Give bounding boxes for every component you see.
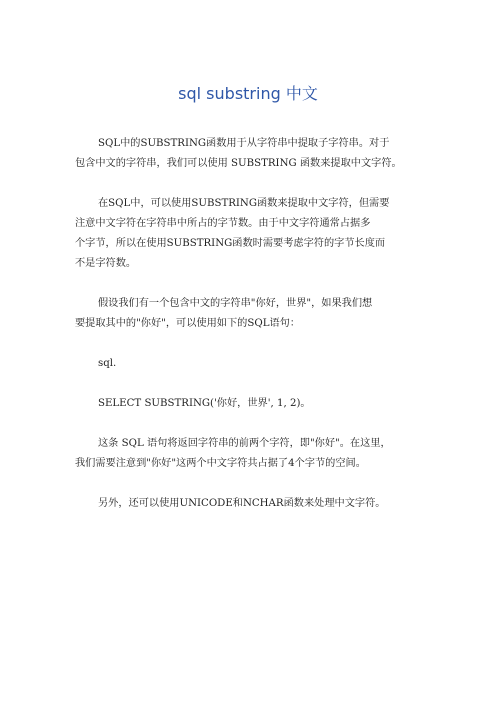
paragraph-7-line-1: 另外，还可以使用UNICODE和NCHAR函数来处理中文字符。: [98, 498, 386, 509]
paragraph-2-line-4: 不是字符数。: [75, 258, 137, 269]
sql-statement: SELECT SUBSTRING('你好，世界', 1, 2)。: [98, 398, 311, 409]
paragraph-2-line-1: 在SQL中，可以使用SUBSTRING函数来提取中文字符，但需要: [98, 198, 390, 209]
code-language-label: sql.: [98, 358, 117, 369]
paragraph-6-line-2: 我们需要注意到"你好"这两个中文字符共占据了4个字节的空间。: [75, 458, 366, 469]
document-title: sql substring 中文: [178, 84, 318, 103]
paragraph-2-line-3: 个字节，所以在使用SUBSTRING函数时需要考虑字符的字节长度而: [75, 238, 386, 249]
paragraph-3-line-1: 假设我们有一个包含中文的字符串"你好，世界"，如果我们想: [98, 298, 373, 309]
paragraph-6-line-1: 这条 SQL 语句将返回字符串的前两个字符，即"你好"。在这里，: [98, 438, 391, 449]
paragraph-1-line-1: SQL中的SUBSTRING函数用于从字符串中提取子字符串。对于: [98, 138, 390, 149]
paragraph-1-line-2: 包含中文的字符串，我们可以使用 SUBSTRING 函数来提取中文字符。: [75, 158, 402, 169]
paragraph-3-line-2: 要提取其中的"你好"，可以使用如下的SQL语句：: [75, 318, 301, 329]
paragraph-2-line-2: 注意中文字符在字符串中所占的字节数。由于中文字符通常占据多: [75, 218, 371, 229]
